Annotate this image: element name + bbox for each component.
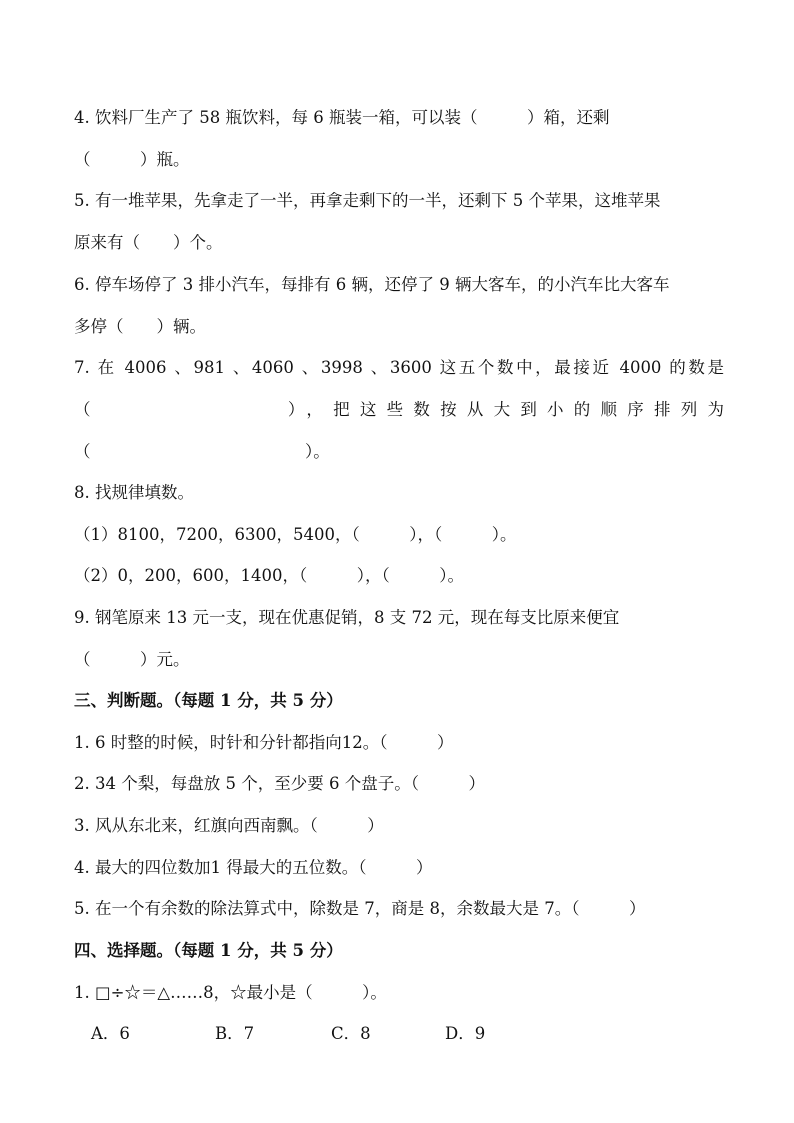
choice-q1-options: [74, 1024, 724, 1044]
judgment-heading: 三、判断题。（每题 1 分，共 5 分）: [74, 691, 343, 710]
q4-line-2: （ ）瓶。: [74, 150, 190, 169]
q7-line-2: （ ），把这些数按从大到小的顺序排列为: [74, 400, 724, 419]
q4-line-1: 4. 饮料厂生产了 58 瓶饮料，每 6 瓶装一箱，可以装（ ）箱，还剩: [74, 108, 610, 127]
judgment-item-1: 1. 6 时整的时候，时针和分针都指向12。（ ）: [74, 733, 454, 752]
q6-line-1: 6. 停车场停了 3 排小汽车，每排有 6 辆，还停了 9 辆大客车，的小汽车比大客车: [74, 275, 670, 294]
choice-heading: 四、选择题。（每题 1 分，共 5 分）: [74, 941, 343, 960]
judgment-item-3: 3. 风从东北来，红旗向西南飘。（ ）: [74, 816, 384, 835]
q8-sub-2: （2）0，200，600，1400，（ ），（ ）。: [74, 566, 464, 585]
q8-title: 8. 找规律填数。: [74, 483, 194, 502]
q6-line-2: 多停（ ）辆。: [74, 317, 206, 336]
q7-line-1: 7. 在 4006 、981 、4060 、3998 、3600 这五个数中，最接近 4000 的数是: [74, 358, 724, 377]
q8-sub-1: （1）8100，7200，6300，5400，（ ），（ ）。: [74, 525, 517, 544]
choice-q1-stem: 1. □÷☆＝△……8，☆最小是（ ）。: [74, 983, 387, 1002]
q5-line-1: 5. 有一堆苹果，先拿走了一半，再拿走剩下的一半，还剩下 5 个苹果，这堆苹果: [74, 191, 661, 210]
judgment-item-5: 5. 在一个有余数的除法算式中，除数是 7，商是 8，余数最大是 7。（ ）: [74, 899, 646, 918]
judgment-item-2: 2. 34 个梨，每盘放 5 个，至少要 6 个盘子。（ ）: [74, 774, 485, 793]
judgment-item-4: 4. 最大的四位数加1 得最大的五位数。（ ）: [74, 858, 433, 877]
q7-line-3: （ ）。: [74, 442, 330, 461]
q9-line-1: 9. 钢笔原来 13 元一支，现在优惠促销，8 支 72 元，现在每支比原来便宜: [74, 608, 620, 627]
q9-line-2: （ ）元。: [74, 650, 190, 669]
option-b: B．7: [215, 1024, 255, 1043]
option-c: C．8: [331, 1024, 371, 1043]
q5-line-2: 原来有（ ）个。: [74, 233, 223, 252]
option-d: D．9: [445, 1024, 486, 1043]
option-a: A．6: [91, 1024, 130, 1043]
